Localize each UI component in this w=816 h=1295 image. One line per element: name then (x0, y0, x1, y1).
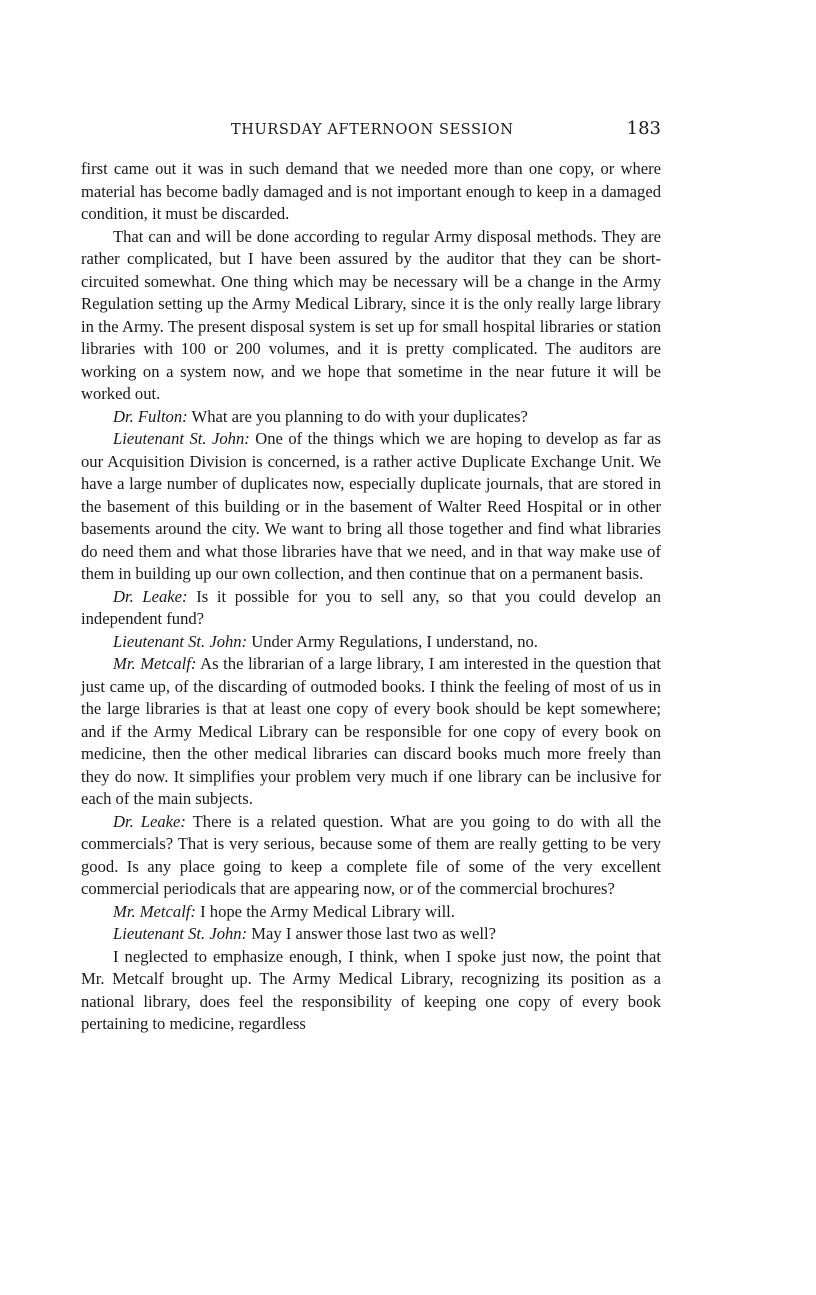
document-page (81, 118, 661, 1036)
page-header (81, 118, 661, 148)
paragraph (81, 631, 661, 654)
paragraph (81, 406, 661, 429)
paragraph-text: I hope the Army Medical Library will. (200, 901, 455, 921)
paragraph (81, 811, 661, 901)
paragraph (81, 901, 661, 924)
paragraph (81, 226, 661, 406)
body-text (81, 158, 661, 1036)
page-number: 183 (626, 118, 661, 139)
paragraph-text: What are you planning to do with your duplicates? (191, 406, 528, 426)
paragraph (81, 158, 661, 226)
paragraph-text: I neglected to emphasize enough, I think, when I spoke just now, the point that Mr. Metcalf brought up. The Army Medical Library, recognizing its position as a national library, does feel the responsibility of keeping one copy of every book pertaining to medicine, regardless (81, 946, 661, 1033)
speaker-name: Lieutenant St. John: (113, 924, 248, 943)
paragraph-text: first came out it was in such demand that we needed more than one copy, or where material has become badly damaged and is not important enough to keep in a damaged condition, it must be discarded. (81, 159, 661, 223)
paragraph-text: As the librarian of a large library, I am interested in the question that just came up, of the discarding of outmoded books. I think the feeling of most of us in the large libraries is that at least one copy of every book should be kept somewhere; and if the Army Medical Library can be responsible for one copy of every book on medicine, then the other medical libraries can discard books much more freely than they do now. It simplifies your problem very much if one library can be inclusive for each of the main subjects. (81, 654, 662, 808)
paragraph-text: There is a related question. What are you going to do with all the commercials? That is very serious, because some of them are really getting to be very good. Is any place going to keep a complete file of some of the very excellent commercial periodicals that are appearing now, or of the commercial brochures? (81, 811, 661, 898)
paragraph-text: One of the things which we are hoping to develop as far as our Acquisition Division is concerned, is a rather active Duplicate Exchange Unit. We have a large number of duplicates now, especially duplicate journals, that are stored in the basement of this building or in the basement of Walter Reed Hospital or in other basements around the city. We want to bring all those together and find what libraries do need them and what those libraries have that we need, and in that way make use of them in building up our own collection, and then continue that on a permanent basis. (81, 429, 661, 583)
paragraph (81, 946, 661, 1036)
speaker-name: Mr. Metcalf: (113, 654, 197, 673)
running-head: THURSDAY AFTERNOON SESSION (231, 122, 514, 138)
paragraph-text: May I answer those last two as well? (251, 924, 496, 943)
paragraph-text: That can and will be done according to regular Army disposal methods. They are rather complicated, but I have been assured by the auditor that they can be short-circuited somewhat. One thing which may be necessary will be a change in the Army Regulation setting up the Army Medical Library, since it is the only really large library in the Army. The present disposal system is set up for small hospital libraries or station libraries with 100 or 200 volumes, and it is pretty complicated. The auditors are working on a system now, and we hope that sometime in the near future it will be worked out. (81, 226, 661, 403)
paragraph-text: Under Army Regulations, I understand, no. (251, 631, 538, 651)
speaker-name: Lieutenant St. John: (113, 429, 250, 448)
speaker-name: Lieutenant St. John: (113, 631, 248, 651)
paragraph (81, 653, 661, 811)
paragraph-text: Is it possible for you to sell any, so that you could develop an independent fund? (81, 586, 662, 628)
speaker-name: Dr. Leake: (113, 811, 186, 831)
paragraph (81, 428, 661, 586)
speaker-name: Mr. Metcalf: (113, 901, 196, 921)
speaker-name: Dr. Fulton: (113, 406, 188, 426)
paragraph (81, 586, 661, 631)
paragraph (81, 923, 661, 946)
speaker-name: Dr. Leake: (113, 586, 188, 606)
